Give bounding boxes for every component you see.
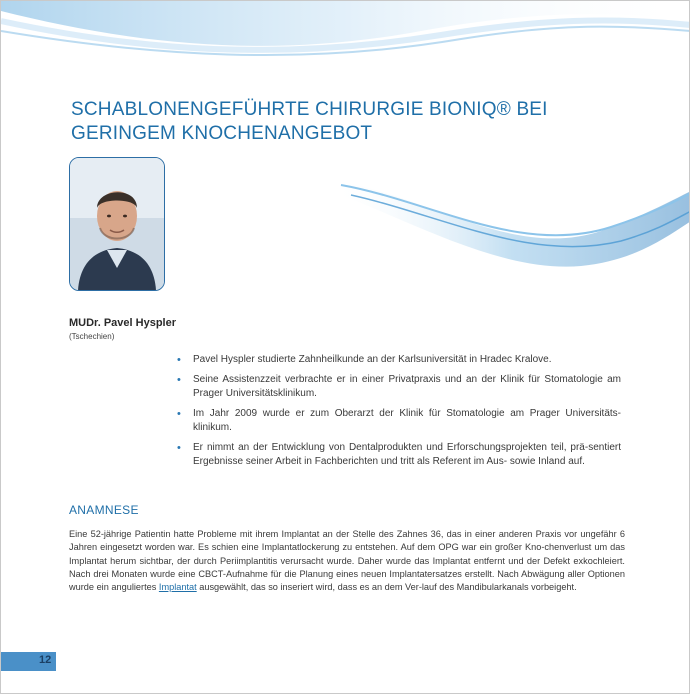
decorative-wave-top (1, 1, 690, 91)
author-portrait (69, 157, 165, 291)
implantat-link[interactable]: Implantat (158, 582, 197, 593)
page-title: SCHABLONENGEFÜHRTE CHIRURGIE BIONIQ® BEI GERINGEM KNOCHENANGEBOT (71, 98, 548, 144)
list-item: • Im Jahr 2009 wurde er zum Oberarzt der Klinik für Stomatologie am Prager Universitäts-klinikum. (177, 408, 621, 433)
anamnese-paragraph: Eine 52-jährige Patientin hatte Probleme mit ihrem Implantat an der Stelle des Zahnes 36, das in einer anderen Praxis vor ungefähr 6 Jahren eingesetzt worden war. Es schien eine Implantatlockerung zu entstehen. Auf dem OPG war ein großer Kno-chenverlust um das Implantat herum sichtbar, der durch Periimplantitis verursacht wurde. Daher wurde das Implantat entfernt und der Defekt exkochleiert. Nach drei Monaten wurde eine CBCT-Aufnahme für die Planung eines neuen Implantatersatzes erstellt. Nach Abwägung aller Optionen wurde ein anguliertes Implantat ausgewählt, das so inseriert wird, dass es an dem Ver-lauf des Mandibularkanals vorbeigeht. (69, 529, 625, 593)
list-item: • Seine Assistenzzeit verbrachte er in einer Privatpraxis und an der Klinik für Stomatologie am Prager Universitätsklinikum. (177, 374, 621, 399)
biography-list (177, 353, 621, 475)
author-name: MUDr. Pavel Hyspler (69, 317, 176, 329)
decorative-wave-middle (331, 151, 690, 291)
list-item: • Er nimmt an der Entwicklung von Dentalprodukten und Erforschungsprojekten teil, prä-sentiert Ergebnisse seiner Arbeit in Fachberichten und tritt als Referent im Aus- sowie Inland auf. (177, 442, 621, 467)
bullet-icon: • (177, 442, 181, 454)
page-number: 12 (39, 654, 52, 666)
bullet-icon: • (177, 354, 181, 366)
list-item: • Pavel Hyspler studierte Zahnheilkunde an der Karlsuniversität in Hradec Kralove. (177, 354, 552, 366)
author-country: (Tschechien) (69, 332, 115, 341)
bullet-icon: • (177, 374, 181, 386)
section-heading-anamnese: ANAMNESE (69, 503, 139, 517)
bullet-icon: • (177, 408, 181, 420)
